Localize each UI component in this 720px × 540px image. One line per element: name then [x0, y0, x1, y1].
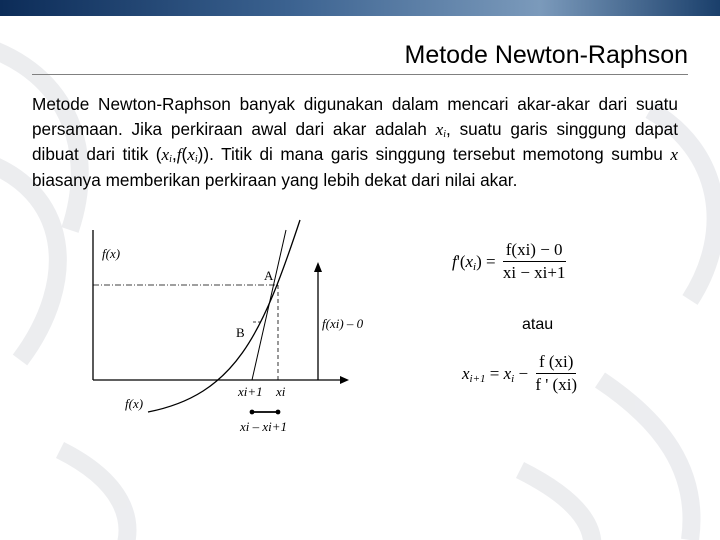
- fraction-2-denominator: f ' (xi): [535, 375, 578, 394]
- tangent-line: [252, 230, 286, 380]
- var-f: f: [176, 145, 182, 165]
- right-axis-arrow: [314, 262, 322, 272]
- label-xi: xi: [276, 384, 286, 399]
- f-symbol: f: [452, 251, 457, 271]
- connector-text: atau: [522, 316, 554, 333]
- fraction-2: [532, 352, 580, 395]
- formula-derivative: [452, 240, 568, 283]
- diff-endpoint-right: [276, 410, 281, 415]
- fraction-1-denominator: xi − xi+1: [502, 263, 566, 282]
- label-xi-plus-1: xi+1: [238, 384, 263, 399]
- equals-sign: =: [485, 363, 504, 383]
- sub-i: i: [169, 154, 172, 166]
- point-a-label: A: [264, 268, 274, 283]
- para-paren: (: [181, 144, 188, 165]
- equals-sign: =: [481, 251, 500, 271]
- subscript-i: i: [511, 372, 515, 385]
- diff-endpoint-left: [250, 410, 255, 415]
- sub-i: i: [443, 128, 446, 140]
- para-text-1: Metode Newton-Raphson banyak digunakan dalam mencari akar-akar dari suatu persamaan. Jika perkiraan awal dari akar adalah: [32, 94, 678, 139]
- x-symbol: x: [465, 251, 474, 271]
- label-fx-bottom: f(x): [125, 396, 144, 411]
- subscript-i: i: [473, 260, 477, 273]
- sub-i: i: [194, 154, 198, 166]
- x-symbol: x: [462, 363, 470, 383]
- para-comma: ,: [171, 144, 177, 165]
- label-fxi-minus-0: f(xi) – 0: [322, 316, 364, 331]
- minus-sign: −: [514, 363, 533, 383]
- label-xi-minus-xi-plus-1: xi – xi+1: [240, 419, 288, 434]
- formula-iteration: [462, 352, 580, 395]
- point-b-label: B: [236, 325, 245, 340]
- fraction-1: [500, 240, 569, 283]
- x-axis-arrow: [340, 376, 349, 384]
- para-text-3: )). Titik di mana garis singgung tersebut memotong sumbu: [197, 144, 671, 165]
- paren-open: (: [459, 251, 466, 271]
- var-x: x: [161, 145, 170, 165]
- para-text-2: , suatu garis singgung dapat dibuat dari titik (: [32, 118, 679, 165]
- subscript-i-plus-1: i+1: [469, 372, 486, 385]
- para-text-4: biasanya memberikan perkiraan yang lebih dekat dari nilai akar.: [32, 169, 518, 190]
- label-fx-top: f(x): [102, 246, 121, 261]
- slide-title: Metode Newton-Raphson: [404, 41, 688, 69]
- var-x: x: [435, 119, 444, 139]
- var-x: x: [187, 145, 195, 165]
- var-x-axis: x: [670, 145, 678, 165]
- paren-close: ): [476, 251, 482, 271]
- prime-symbol: ': [456, 251, 460, 271]
- fraction-2-numerator: f (xi): [536, 352, 576, 374]
- fraction-1-numerator: f(xi) − 0: [503, 240, 566, 262]
- x-symbol: x: [503, 363, 512, 383]
